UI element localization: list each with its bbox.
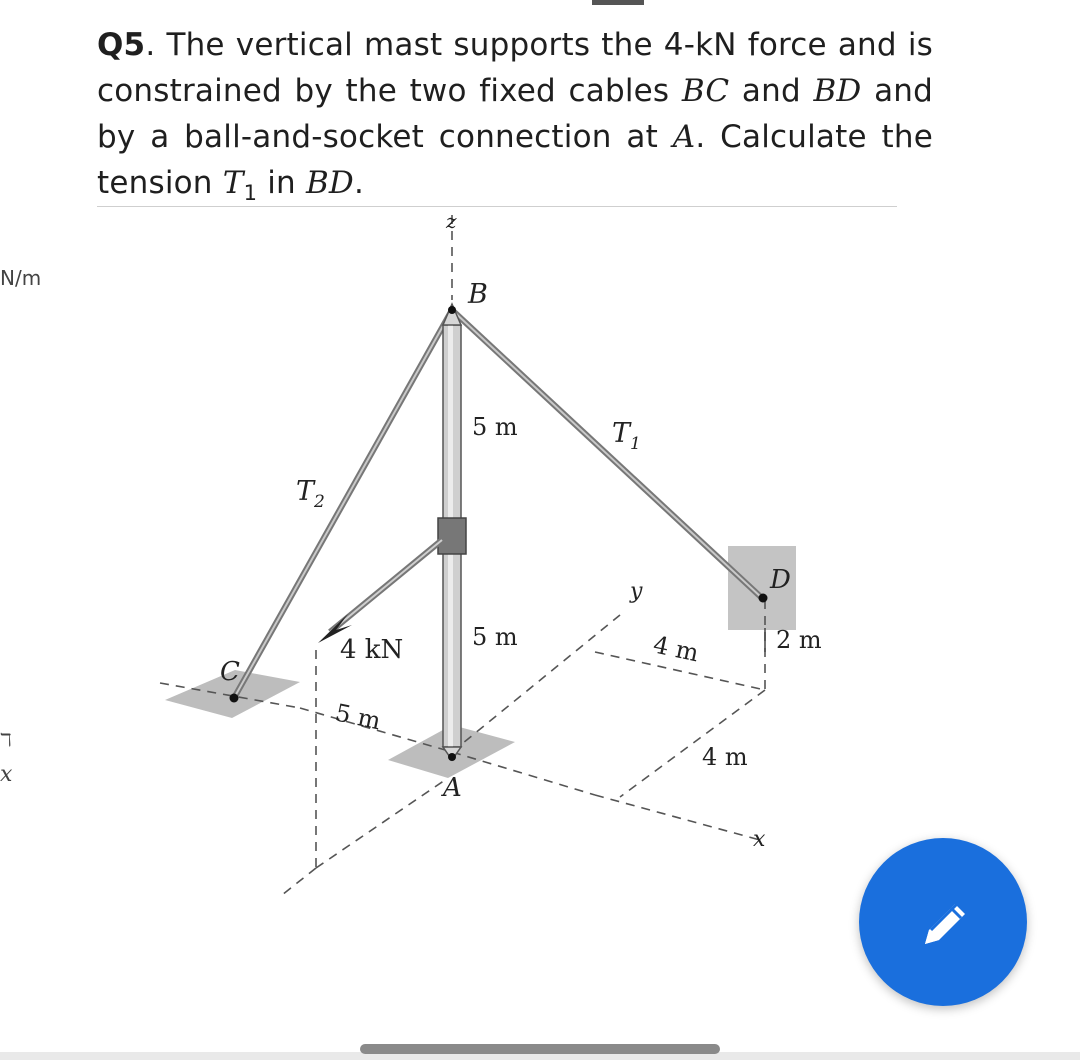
tension-t2-label: $T_2$ [296, 476, 325, 512]
pencil-icon [911, 890, 975, 954]
point-c-label: C [220, 657, 240, 687]
question-number: Q5 [97, 27, 146, 63]
vertical-mast [438, 304, 466, 760]
home-indicator[interactable] [360, 1044, 720, 1054]
force-label: 4 kN [340, 635, 404, 665]
point-d-dot [759, 594, 768, 603]
edge-bracket-fragment: ℸ [0, 730, 12, 751]
edge-units-fragment: N/m [0, 266, 42, 290]
point-c-dot [230, 694, 239, 703]
force-arm [330, 540, 442, 632]
point-b-dot [448, 306, 456, 314]
axis-z-label: z [446, 209, 457, 233]
point-d-label: D [770, 565, 791, 595]
dim-x-offset: 4 m [702, 743, 748, 771]
axis-x-label: x [753, 827, 766, 852]
dim-upper-mast: 5 m [472, 413, 518, 441]
edge-axis-fragment: x [0, 762, 13, 787]
edit-fab-button[interactable] [859, 838, 1027, 1006]
mast-collar [438, 518, 466, 554]
axis-y-label: y [630, 579, 643, 604]
tension-t1-label: $T_1$ [612, 418, 641, 454]
point-a-label: A [443, 773, 462, 803]
dim-lower-mast: 5 m [472, 623, 518, 651]
point-b-label: B [468, 279, 488, 310]
question-text: Q5. The vertical mast supports the 4-kN force and is constrained by the two fixed cables BC and BD and by a ball-and-socket connection at A. Calculate the tension $T_1$ in BD. [97, 27, 933, 206]
cable-bd [452, 310, 762, 598]
dim-y-offset: 4 m [650, 630, 702, 668]
dim-d-height: 2 m [776, 626, 822, 654]
point-a-dot [448, 753, 456, 761]
dim-force-offset: 5 m [332, 698, 384, 736]
